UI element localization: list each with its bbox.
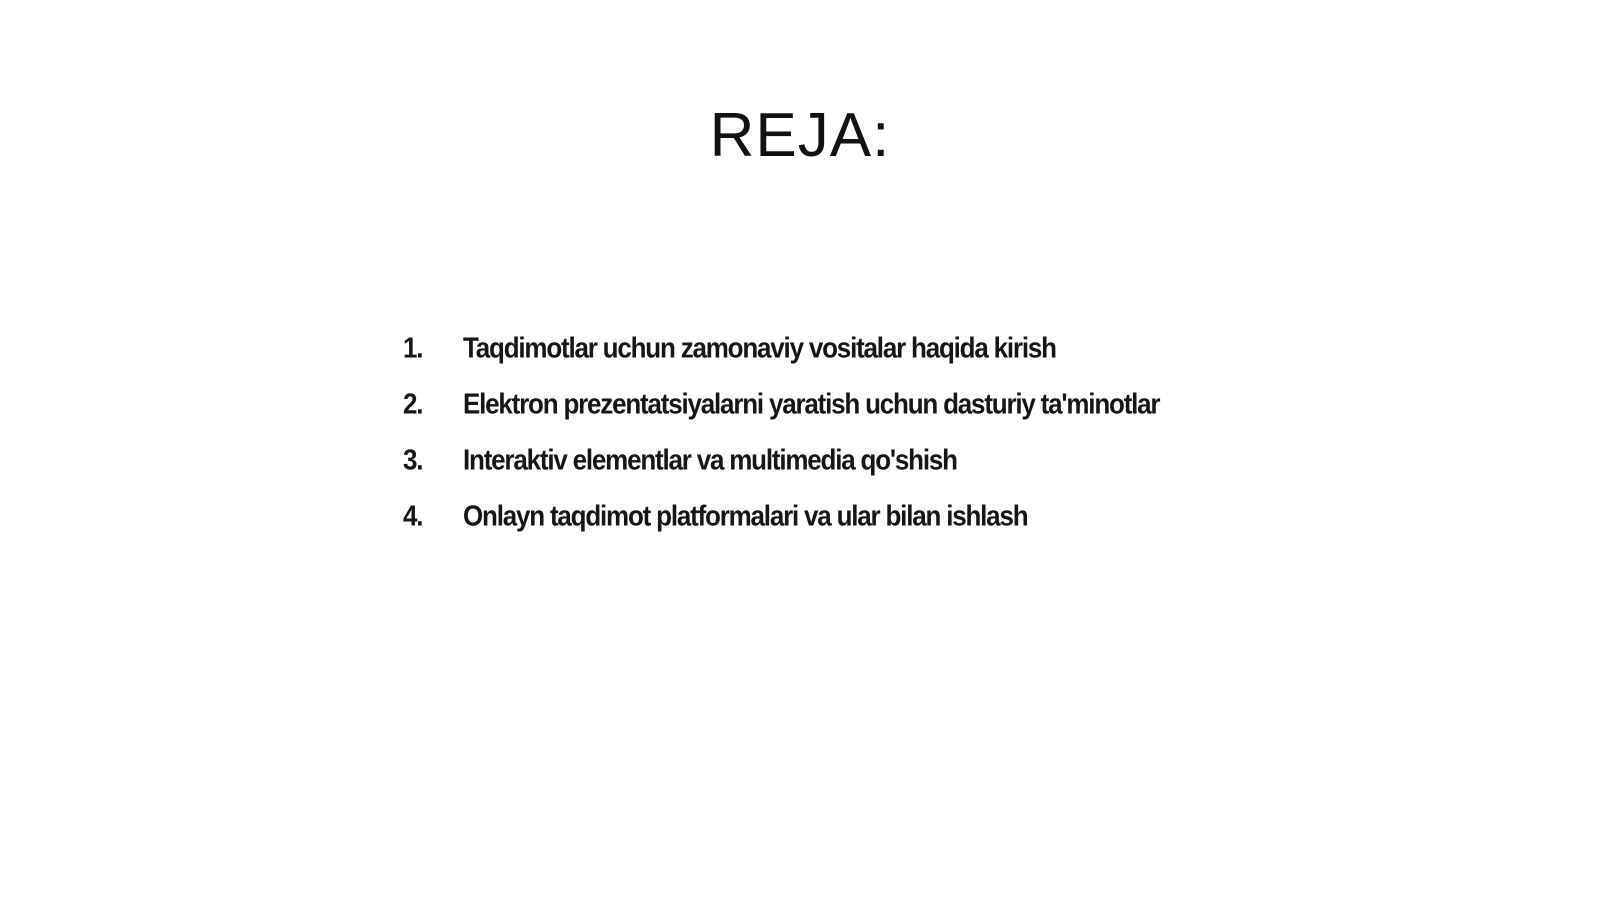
list-item-number: 3. xyxy=(403,442,423,477)
plan-list xyxy=(403,316,1163,540)
list-item-number: 2. xyxy=(403,386,423,421)
list-item-text: Elektron prezentatsiyalarni yaratish uchun dasturiy ta'minotlar xyxy=(463,386,1160,421)
list-item-text: Interaktiv elementlar va multimedia qo'shish xyxy=(463,442,957,477)
list-item xyxy=(403,372,1163,435)
slide-title: REJA: xyxy=(709,101,891,170)
list-item xyxy=(403,316,1163,379)
list-item-text: Taqdimotlar uchun zamonaviy vositalar haqida kirish xyxy=(463,330,1056,365)
list-item-text: Onlayn taqdimot platformalari va ular bilan ishlash xyxy=(463,498,1028,533)
list-item xyxy=(403,484,1163,547)
list-item xyxy=(403,428,1163,491)
list-item-number: 4. xyxy=(403,498,423,533)
list-item-number: 1. xyxy=(403,330,423,365)
